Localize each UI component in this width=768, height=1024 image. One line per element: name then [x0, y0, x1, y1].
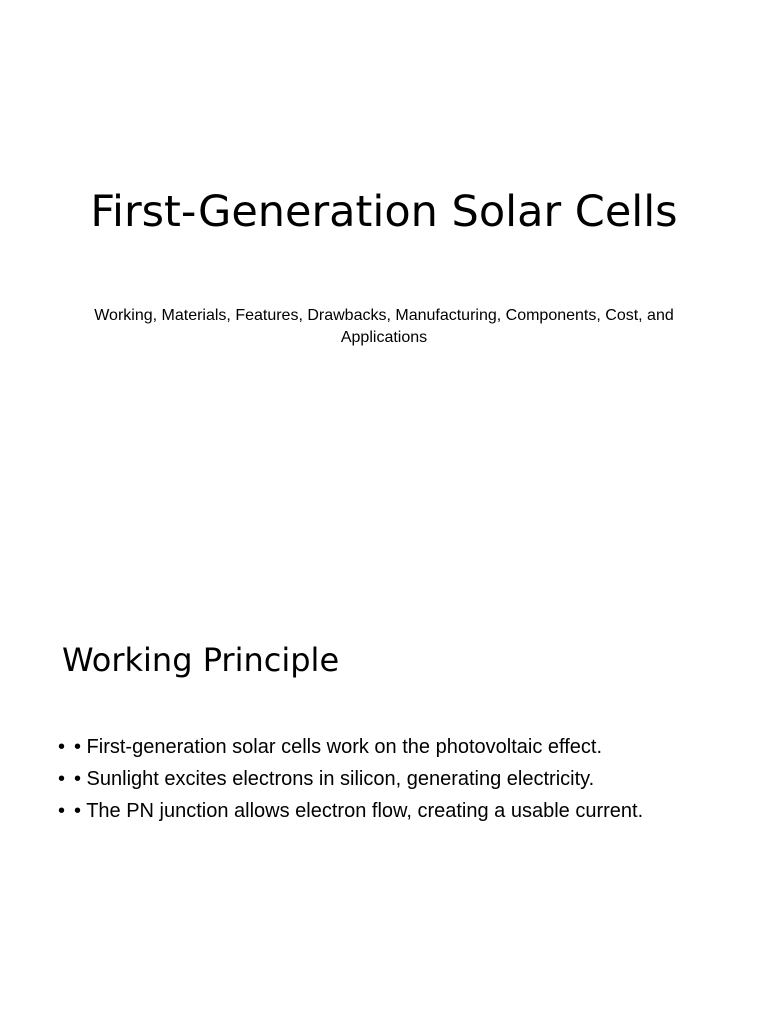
bullet-icon: • — [58, 768, 66, 790]
list-item — [58, 731, 738, 763]
bullet-icon: • — [58, 736, 66, 758]
slide-title: First-Generation Solar Cells — [90, 187, 678, 237]
list-item — [58, 795, 738, 827]
bullet-list — [58, 731, 738, 827]
bullet-icon: • — [58, 800, 66, 822]
list-item — [58, 763, 738, 795]
bullet-text: • Sunlight excites electrons in silicon, generating electricity. — [74, 768, 595, 790]
section-heading: Working Principle — [62, 641, 340, 679]
slide-subtitle: Working, Materials, Features, Drawbacks, Manufacturing, Components, Cost, and Applications — [94, 307, 674, 346]
working-principle-slide — [0, 512, 768, 1024]
bullet-text: • First-generation solar cells work on the photovoltaic effect. — [74, 736, 602, 758]
bullet-text: • The PN junction allows electron flow, creating a usable current. — [74, 800, 644, 822]
